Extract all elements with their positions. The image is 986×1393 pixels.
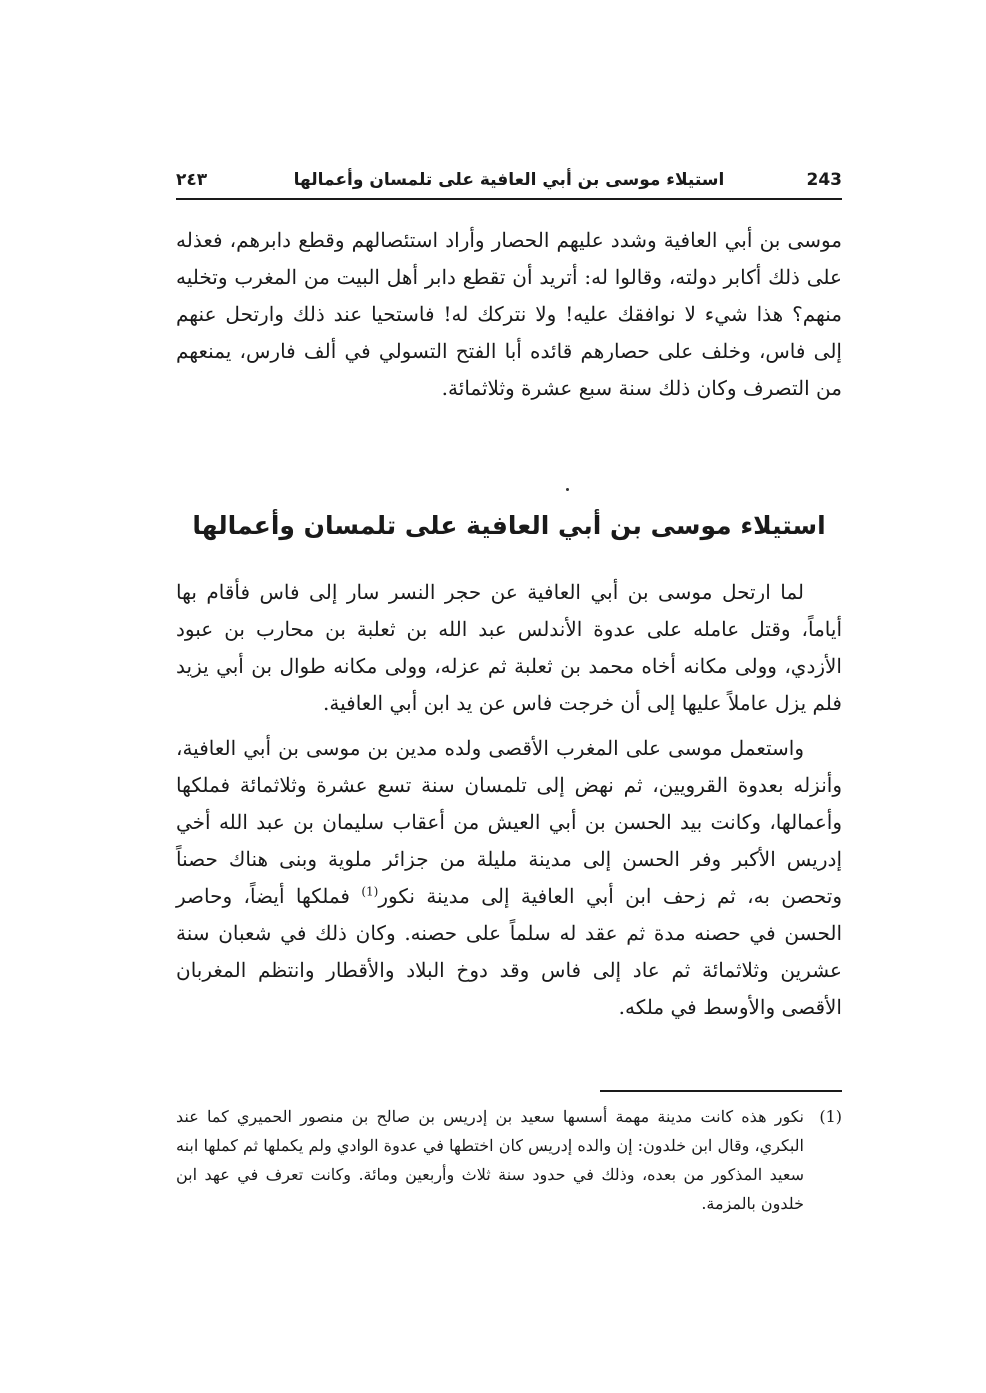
section-paragraph-1: لما ارتحل موسى بن أبي العافية عن حجر النسر سار إلى فاس فأقام بها أياماً، وقتل عامله على عدوة الأندلس عبد الله بن ثعلبة بن محارب بن عبود الأزدي، وولى مكانه أخاه محمد بن ثعلبة ثم عزله، وولى مكانه طوال بن أبي يزيد فلم يزل عاملاً عليها إلى أن خرجت فاس عن يد ابن أبي العافية.: [176, 580, 842, 715]
page-number-latin: 243: [806, 170, 842, 190]
footnote-1: [176, 1102, 842, 1218]
paragraph-2-part-1: واستعمل موسى على المغرب الأقصى ولده مدين بن موسى بن أبي العافية، وأنزله بعدوة القرويين، ثم نهض إلى تلمسان سنة تسع عشرة وثلاثمائة فملكها وأعمالها، وكانت بيد الحسن بن أبي العيش من أعقاب سليمان بن عبد الله أخي إدريس الأكبر وفر الحسن إلى مدينة مليلة من جزائر ملوية وبنى هناك حصناً وتحصن به، ثم زحف ابن أبي العافية إلى مدينة نكور: [176, 736, 842, 908]
section-body: [176, 574, 842, 1026]
footnote-reference: (1): [361, 884, 379, 899]
footnote-rule: [600, 1090, 842, 1092]
running-title: استيلاء موسى بن أبي العافية على تلمسان وأعمالها: [293, 170, 725, 190]
continuation-text: [176, 222, 842, 407]
running-header: [176, 166, 842, 198]
page-number-arabic: ٢٤٣: [176, 170, 208, 190]
section-heading: استيلاء موسى بن أبي العافية على تلمسان وأعمالها: [192, 511, 826, 540]
section-paragraph-2: [176, 730, 842, 1026]
footnote-text: نكور هذه كانت مدينة مهمة أسسها سعيد بن إدريس بن صالح بن منصور الحميري كما عند البكري، وقال ابن خلدون: إن والده إدريس كان اختطها في عدوة الوادي ولم يكملها ثم كملها ابنه سعيد المذكور من بعده، وذلك في حدود سنة ثلاث وأربعين ومائة. وكانت تعرف في عهد ابن خلدون بالمزمة.: [176, 1107, 804, 1213]
continuation-paragraph: موسى بن أبي العافية وشدد عليهم الحصار وأراد استئصالهم وقطع دابرهم، فعذله على ذلك أكابر دولته، وقالوا له: أتريد أن تقطع دابر أهل البيت من المغرب وتخليه منهم؟ هذا شيء لا نوافقك عليه! ولا نتركك له! فاستحيا عند ذلك وارتحل عنهم إلى فاس، وخلف على حصارهم قائده أبا الفتح التسولي في ألف فارس، يمنعهم من التصرف وكان ذلك سنة سبع عشرة وثلاثمائة.: [176, 228, 842, 400]
footnotes: [176, 1102, 842, 1218]
footnote-marker: (1): [819, 1107, 842, 1126]
stray-mark: [566, 488, 569, 491]
paragraph-2-part-2: فملكها أيضاً، وحاصر الحسن في حصنه مدة ثم عقد له سلماً على حصنه. وكان ذلك في شعبان سنة عشرين وثلاثمائة ثم عاد إلى فاس وقد دوخ البلاد والأقطار وانتظم المغربان الأقصى والأوسط في ملكه.: [176, 884, 842, 1019]
header-rule: [176, 198, 842, 200]
